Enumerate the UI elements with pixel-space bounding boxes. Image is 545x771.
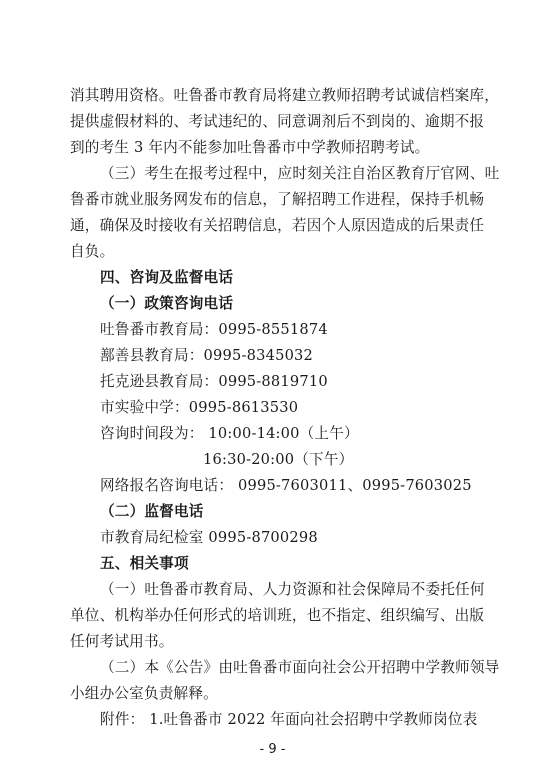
paragraph-line: 任何考试用书。 xyxy=(70,633,174,650)
paragraph-line: 单位、机构举办任何形式的培训班，也不指定、组织编写、出版 xyxy=(70,607,485,624)
subsection-heading-policy: （一）政策咨询电话 xyxy=(100,295,234,312)
paragraph-line: 到的考生 3 年内不能参加吐鲁番市中学教师招聘考试。 xyxy=(70,139,430,156)
page-number: - 9 - xyxy=(259,742,286,757)
paragraph-line: 小组办公室负责解释。 xyxy=(70,685,218,702)
paragraph-line: （二）本《公告》由吐鲁番市面向社会公开招聘中学教师领导 xyxy=(100,659,500,676)
paragraph-line: 提供虚假材料的、考试违纪的、同意调剂后不到岗的、逾期不报 xyxy=(70,113,485,130)
paragraph-line: 自负。 xyxy=(70,243,115,260)
attachment-line: 附件： 1.吐鲁番市 2022 年面向社会招聘中学教师岗位表 xyxy=(100,711,478,728)
contact-line: 托克逊县教育局：0995-8819710 xyxy=(100,373,328,390)
contact-line: 市实验中学：0995-8613530 xyxy=(100,399,299,416)
paragraph-line: 鲁番市就业服务网发布的信息，了解招聘工作进程，保持手机畅 xyxy=(70,191,485,208)
subsection-heading-supervision: （二）监督电话 xyxy=(100,503,204,520)
paragraph-line: 消其聘用资格。吐鲁番市教育局将建立教师招聘考试诚信档案库， xyxy=(70,87,500,104)
section-heading-related: 五、相关事项 xyxy=(100,555,189,572)
consult-hours: 咨询时间段为： 10:00-14:00（上午） xyxy=(100,425,359,442)
contact-line: 鄯善县教育局：0995-8345032 xyxy=(100,347,314,364)
paragraph-line: （三）考生在报考过程中，应时刻关注自治区教育厅官网、吐 xyxy=(100,165,500,182)
paragraph-line: 通，确保及时接收有关招聘信息，若因个人原因造成的后果责任 xyxy=(70,217,485,234)
online-consult-phone: 网络报名咨询电话： 0995-7603011、0995-7603025 xyxy=(100,477,472,494)
consult-hours-afternoon: 16:30-20:00（下午） xyxy=(203,451,354,468)
section-heading-contact: 四、咨询及监督电话 xyxy=(100,269,234,286)
contact-line: 吐鲁番市教育局：0995-8551874 xyxy=(100,321,328,338)
supervision-phone: 市教育局纪检室 0995-8700298 xyxy=(100,529,318,546)
paragraph-line: （一）吐鲁番市教育局、人力资源和社会保障局不委托任何 xyxy=(100,581,485,598)
